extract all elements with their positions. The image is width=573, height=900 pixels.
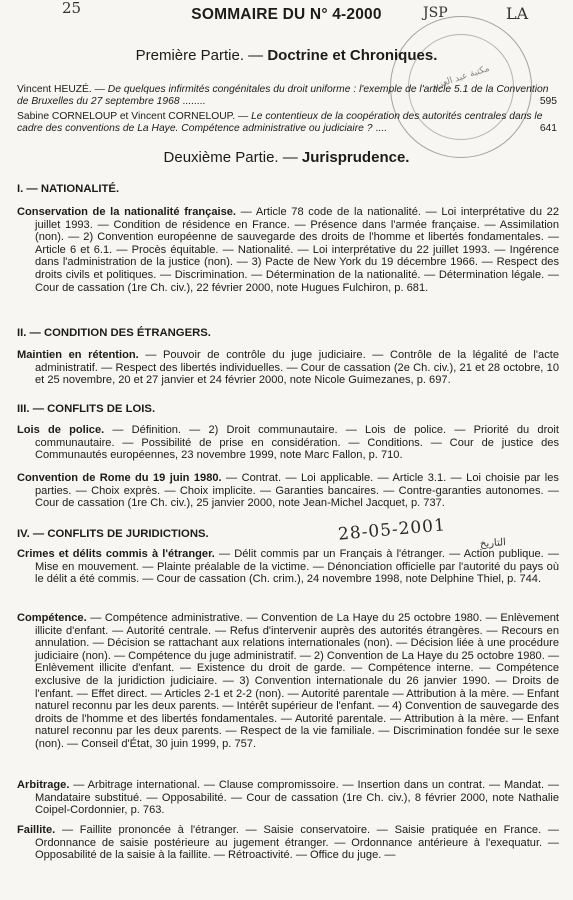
toc-page: 595 xyxy=(539,95,557,107)
handwritten-stamp-number: JSP xyxy=(423,5,448,21)
entry-summary: — Définition. — 2) Droit communautaire. — Lois de police. — Priorité du droit communautaire. — Possibilité de prise en considération. — Conditions. — Cour de justice des Communautés européennes, 23 novembre 1999, note Marc Fallon, p. 710. xyxy=(35,424,559,462)
entry-keyword: Compétence. xyxy=(17,612,87,624)
part1-heading xyxy=(0,47,573,64)
entry-summary: — Arbitrage international. — Clause compromissoire. — Insertion dans un contrat. — Mandat. — Mandataire substitué. — Opposabilité. — Cour de cassation (1re Ch. civ.), 8 février 2000, note Nathalie Coipel-Cordonnier, p. 763. xyxy=(35,779,559,817)
toc-author: Vincent HEUZÉ. xyxy=(17,84,92,95)
library-stamp-text: مكتبة عبد العزيز xyxy=(430,63,491,93)
part2-heading xyxy=(0,149,573,166)
date-stamp-label: التاريخ xyxy=(479,537,507,550)
jurisprudence-entry xyxy=(17,779,559,817)
entry-keyword: Faillite. xyxy=(17,824,56,836)
entry-summary: — Faillite prononcée à l'étranger. — Saisie conservatoire. — Saisie pratiquée en France. — Ordonnance de saisie postérieure au jugement étranger. — Ordonnance antérieure à l'exequatur. — Opposabilité de la saisie à la faillite. — Rétroactivité. — Office du juge. — xyxy=(35,824,559,862)
jurisprudence-entry xyxy=(17,472,559,510)
toc-entry-1: Vincent HEUZÉ. — De quelques infirmités congénitales du droit uniforme : l'exemple de l'article 5.1 de la Convention de Bruxelles du 27 septembre 1968 ........ 595 xyxy=(17,84,557,107)
entry-keyword: Maintien en rétention. xyxy=(17,349,139,361)
jurisprudence-entry xyxy=(17,349,559,387)
page-title: SOMMAIRE DU N° 4-2000 xyxy=(191,6,382,23)
toc-entry-2: Sabine CORNELOUP et Vincent CORNELOUP. — Le contentieux de la coopération des autorités centrales dans le cadre des conventions de La Haye. Compétence administrative ou judiciaire ? .... 641 xyxy=(17,111,557,134)
entry-summary: — Contrat. — Loi applicable. — Article 3.1. — Loi choisie par les parties. — Choix exprès. — Choix implicite. — Garanties bancaires. — Contre-garanties autonomes. — Cour de cassation (1re Ch. civ.), 25 janvier 2000, note Jean-Michel Jacquet, p. 737. xyxy=(35,472,559,510)
section-heading-condition-etrangers: II. — CONDITION DES ÉTRANGERS. xyxy=(17,327,211,339)
part2-heading-prefix: Deuxième Partie. — xyxy=(163,149,302,166)
section-heading-conflits-lois: III. — CONFLITS DE LOIS. xyxy=(17,403,156,415)
entry-keyword: Arbitrage. xyxy=(17,779,70,791)
section-heading-nationalite: I. — NATIONALITÉ. xyxy=(17,183,120,195)
jurisprudence-entry xyxy=(17,824,559,862)
entry-summary: — Compétence administrative. — Convention de La Haye du 25 octobre 1980. — Enlèvement illicite d'enfant. — Autorité centrale. — Refus d'intervenir auprès des autorités étrangères. — Recours en annulation. — Décision se rattachant aux relations internationales (non). — Décision liée à une procédure judiciaire (non). — Compétence du juge administratif. — 2) Convention de La Haye du 25 octobre 1980. — Enlèvement illicite d'enfant. — Existence du droit de garde. — Compétence interne. — Compétence exclusive de la juridiction judiciaire. — 3) Convention internationale du 26 janvier 1990. — Droits de l'enfant. — Effet direct. — Articles 2-1 et 2-2 (non). — Autorité parentale — Attribution à la mère. — Enfant naturel reconnu par les deux parents. — Intérêt supérieur de l'enfant. — 4) Convention de sauvegarde des droits de l'homme et des libertés fondamentales. — Autorité parentale. — Attribution à la mère. — Enfant naturel reconnu par les deux parents. — Respect de la vie familiale. — Discrimination fondée sur le sexe (non). — Conseil d'État, 30 juin 1999, p. 757. xyxy=(35,612,559,750)
entry-keyword: Crimes et délits commis à l'étranger. xyxy=(17,548,215,560)
entry-summary: — Pouvoir de contrôle du juge judiciaire. — Contrôle de la légalité de l'acte administratif. — Respect des libertés individuelles. — Cour de cassation (2e Ch. civ.), 21 et 28 octobre, 10 et 25 novembre, 20 et 27 janvier et 24 février 2000, note Nicole Guimezanes, p. 697. xyxy=(35,349,559,387)
jurisprudence-entry xyxy=(17,206,559,294)
handwritten-corner-mark: LA xyxy=(506,4,529,23)
entry-keyword: Lois de police. xyxy=(17,424,105,436)
part1-heading-title: Doctrine et Chroniques. xyxy=(267,47,438,64)
part2-heading-title: Jurisprudence. xyxy=(301,149,410,166)
entry-summary: — Délit commis par un Français à l'étranger. — Action publique. — Mise en mouvement. — Plainte préalable de la victime. — Dénonciation officielle par l'autorité du pays où le délit a été commis. — Cour de cassation (Ch. crim.), 24 novembre 1998, note Delphine Thiel, p. 744. xyxy=(35,548,559,586)
handwritten-page-number: 25 xyxy=(62,0,82,17)
handwritten-date-stamp: 28-05-2001 xyxy=(337,515,447,545)
jurisprudence-entry xyxy=(17,548,559,586)
toc-author: Sabine CORNELOUP et Vincent CORNELOUP. xyxy=(17,111,236,122)
entry-keyword: Conservation de la nationalité française. xyxy=(17,206,237,218)
toc-page: 641 xyxy=(539,122,557,134)
toc-article-title: — Le contentieux de la coopération des autorités centrales dans le cadre des conventions de La Haye. Compétence administrative ou judiciaire ? xyxy=(17,111,543,134)
jurisprudence-entry xyxy=(17,612,559,751)
entry-summary: — Article 78 code de la nationalité. — Loi interprétative du 22 juillet 1993. — Condition de résidence en France. — Présence dans l'armée française. — Assimilation (non). — 2) Convention européenne de sauvegarde des droits de l'homme et libertés fondamentales. — Article 6 et 6.1. — Procès équitable. — Nationalité. — Loi interprétative du 22 juillet 1993. — Ingérence dans l'administration de la justice (non). — 3) Pacte de New York du 19 décembre 1966. — Respect des droits civils et politiques. — Discrimination. — Détermination de la nationalité. — Détermination légale. — Cour de cassation (1re Ch. civ.), 22 février 2000, note Hugues Fulchiron, p. 681. xyxy=(35,206,559,294)
part1-heading-prefix: Première Partie. — xyxy=(135,47,268,64)
toc-article-title: — De quelques infirmités congénitales du droit uniforme : l'exemple de l'article 5.1 de la Convention de Bruxelles du 27 septembre 1968 xyxy=(17,84,549,107)
entry-keyword: Convention de Rome du 19 juin 1980. xyxy=(17,472,222,484)
section-heading-conflits-juridictions: IV. — CONFLITS DE JURIDICTIONS. xyxy=(17,528,209,540)
jurisprudence-entry xyxy=(17,424,559,462)
